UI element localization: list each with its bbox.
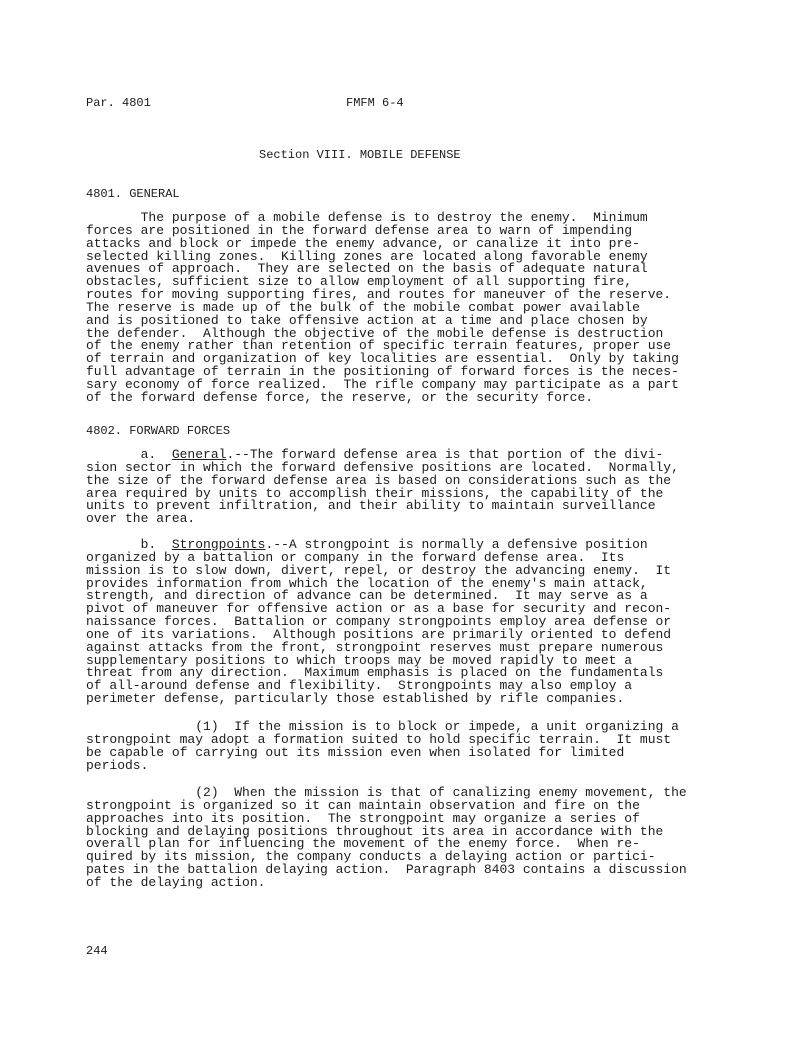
paragraph-a-lead: a. xyxy=(86,447,172,462)
paragraph-4802-a xyxy=(86,449,726,526)
section-title: Section VIII. MOBILE DEFENSE xyxy=(259,148,461,162)
paragraph-4801-body: The purpose of a mobile defense is to destroy the enemy. Minimum forces are positioned in the forward defense area to warn of impending attacks and block or impede the enemy advance, or canalize it into pre- selected killing zones. Killing zones are located along favorable enemy avenues of approach. They are selected on the basis of adequate natural obstacles, sufficient size to allow employment of all supporting fire, routes for moving supporting fires, and routes for maneuver of the reserve. The reserve is made up of the bulk of the mobile combat power available and is positioned to take offensive action at a time and place chosen by the defender. Although the objective of the mobile defense is destruction of the enemy rather than retention of specific terrain features, proper use of terrain and organization of key localities are essential. Only by taking full advantage of terrain in the positioning of forward forces is the neces- sary economy of force realized. The rifle company may participate as a part of the forward defense force, the reserve, or the security force. xyxy=(86,210,679,405)
paragraph-reference: Par. 4801 xyxy=(86,96,151,110)
paragraph-a-text: .--The forward defense area is that portion of the divi- sion sector in which the forward defensive positions are located. Normally, the size of the forward defense area is based on considerations such as the area required by units to accomplish their missions, the capability of the units to prevent infiltration, and their ability to maintain surveillance over the area. xyxy=(86,447,679,527)
subparagraph-b-2: (2) When the mission is that of canalizing enemy movement, the strongpoint is organized so it can maintain observation and fire on the approaches into its position. The strongpoint may organize a series of blocking and delaying positions throughout its area in accordance with the overall plan for influencing the movement of the enemy force. When re- quired by its mission, the company conducts a delaying action or partici- pates in the battalion delaying action. Paragraph 8403 contains a discussion of the delaying action. xyxy=(86,785,687,890)
paragraph-b-title: Strongpoints xyxy=(171,537,266,552)
paragraph-b-lead: b. xyxy=(86,537,172,552)
manual-designation: FMFM 6-4 xyxy=(346,96,404,110)
paragraph-4802-b xyxy=(86,539,726,706)
page-number: 244 xyxy=(86,944,108,958)
heading-4801: 4801. GENERAL xyxy=(86,187,180,201)
heading-4802: 4802. FORWARD FORCES xyxy=(86,424,231,438)
paragraph-b-text: .--A strongpoint is normally a defensive position organized by a battalion or company in the forward defense area. Its mission is to slow down, divert, repel, or destroy the advancing enemy. It provides information from which the location of the enemy's main attack, strength, and direction of advance can be determined. It may serve as a pivot of maneuver for offensive action or as a base for security and recon- naissance forces. Battalion or company strongpoints employ area defense or one of its variations. Although positions are primarily oriented to defend against attacks from the front, strongpoint reserves must prepare numerous supplementary positions to which troops may be moved rapidly to meet a threat from any direction. Maximum emphasis is placed on the fundamentals of all-around defense and flexibility. Strongpoints may also employ a perimeter defense, particularly those established by rifle companies. xyxy=(86,537,672,707)
subparagraph-b-1: (1) If the mission is to block or impede, a unit organizing a strongpoint may adopt a formation suited to hold specific terrain. It must be capable of carrying out its mission even when isolated for limited periods. xyxy=(86,719,679,773)
paragraph-a-title: General xyxy=(171,447,227,462)
